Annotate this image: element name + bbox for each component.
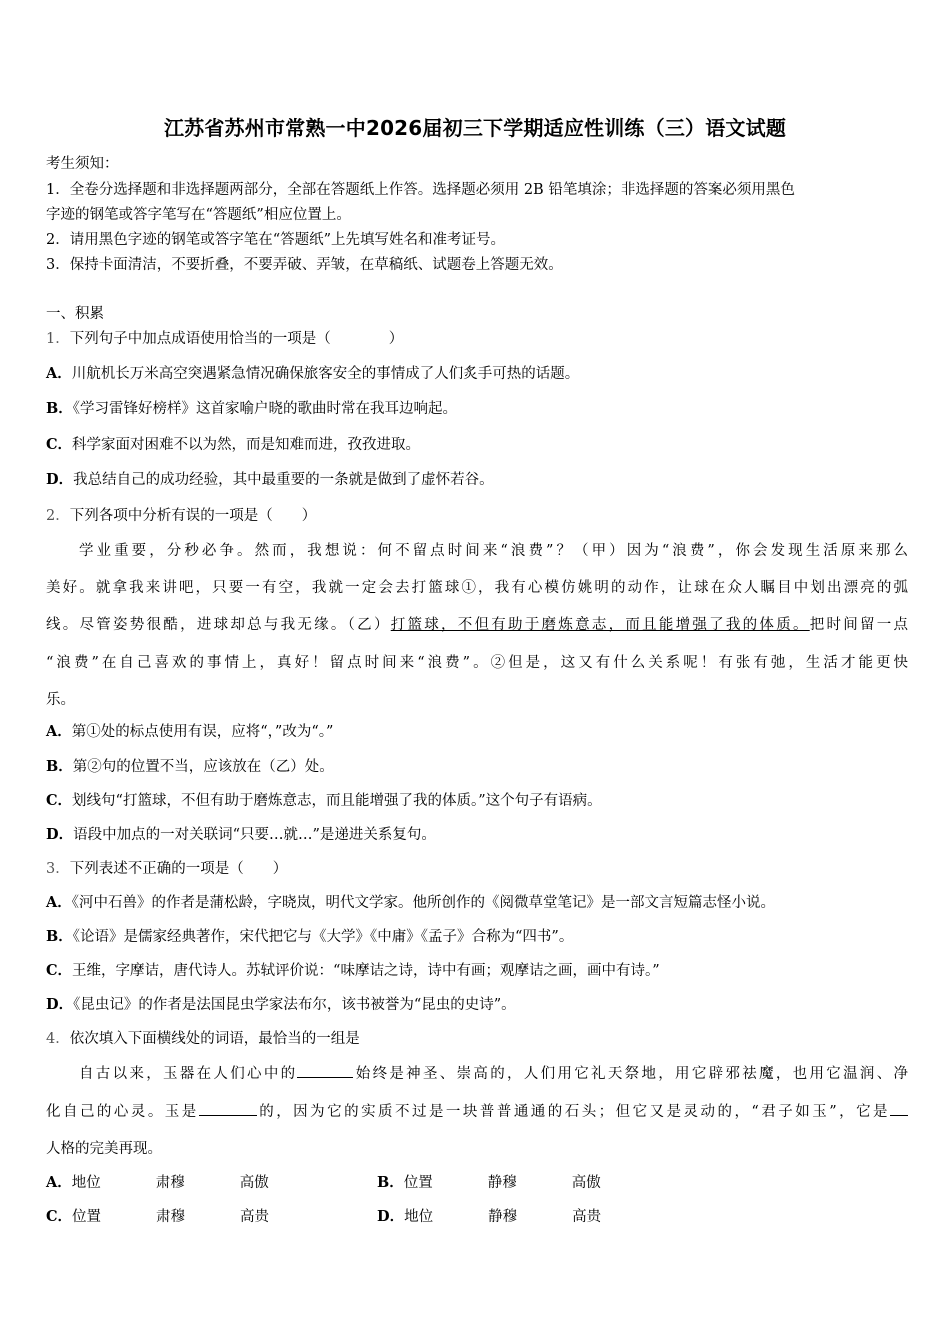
q1-option-d[interactable] xyxy=(46,468,494,489)
option-text: 《学习雷锋好榜样》这首家喻户晓的歌曲时常在我耳边响起。 xyxy=(72,401,458,417)
q2-option-b[interactable] xyxy=(46,755,334,776)
option-text: 科学家面对困难不以为然，而是知难而进，孜孜进取。 xyxy=(72,437,421,453)
q4-passage-line-2 xyxy=(46,1100,908,1121)
q2-option-d[interactable] xyxy=(46,823,436,844)
passage-text xyxy=(46,613,908,634)
option-label: D． xyxy=(46,826,74,843)
option-word: 静穆 xyxy=(488,1209,518,1225)
question-text: 依次填入下面横线处的词语，最恰当的一组是 xyxy=(69,1031,360,1047)
option-label: C． xyxy=(46,962,73,979)
option-word: 肃穆 xyxy=(155,1175,185,1191)
option-label: B． xyxy=(46,758,73,775)
option-word: 位置 xyxy=(403,1175,433,1191)
question-number: 2． xyxy=(46,508,70,524)
option-text: 王维，字摩诘，唐代诗人。苏轼评价说：“味摩诘之诗，诗中有画；观摩诘之画，画中有诗。” xyxy=(72,963,660,979)
option-label: D． xyxy=(46,996,74,1013)
question-2-stem xyxy=(46,504,316,525)
q4-option-c[interactable] xyxy=(46,1205,377,1226)
option-label: D． xyxy=(46,471,74,488)
option-label: A． xyxy=(46,894,72,911)
option-label: A． xyxy=(46,723,72,740)
q2-passage-line-2 xyxy=(46,576,908,597)
q3-option-b[interactable] xyxy=(46,925,573,946)
notice-item-1-line-1: 1．全卷分选择题和非选择题两部分，全部在答题纸上作答。选择题必须用 2B 铅笔填涂；非选择题的答案必须用黑色 xyxy=(46,182,795,198)
question-number: 3． xyxy=(46,861,70,877)
q4-option-b[interactable] xyxy=(377,1171,601,1192)
option-text: 语段中加点的一对关联词“只要…就…”是递进关系复句。 xyxy=(73,827,436,843)
option-label: A． xyxy=(46,1174,72,1191)
passage-segment: 始终是神圣、崇高的，人们用它礼天祭地，用它辟邪祛魔，也用它温润、净 xyxy=(353,1066,909,1082)
passage-text: 学业重要，分秒必争。然而，我想说：何不留点时间来“浪费”？（甲）因为“浪费”，你会发现生活原来那么 xyxy=(79,543,908,559)
question-4-stem xyxy=(46,1027,360,1048)
question-3-stem xyxy=(46,857,287,878)
option-label: B． xyxy=(377,1174,404,1191)
option-word: 地位 xyxy=(71,1175,101,1191)
option-label: A． xyxy=(46,365,72,382)
option-label: C． xyxy=(46,792,73,809)
option-text: 我总结自己的成功经验，其中最重要的一条就是做到了虚怀若谷。 xyxy=(73,472,494,488)
passage-segment: 自古以来，玉器在人们心中的 xyxy=(79,1066,298,1082)
fill-blank-2[interactable] xyxy=(199,1103,257,1116)
question-text: 下列表述不正确的一项是（ ） xyxy=(69,861,288,877)
q2-passage-line-5: 乐。 xyxy=(46,692,75,708)
q4-passage-line-3: 人格的完美再现。 xyxy=(46,1141,162,1157)
underlined-sentence: 打篮球，不但有助于磨炼意志，而且能增强了我的体质。 xyxy=(390,617,810,633)
q4-options-row-1 xyxy=(46,1171,601,1192)
option-text: 《论语》是儒家经典著作，宋代把它与《大学》《中庸》《孟子》合称为“四书”。 xyxy=(72,929,574,945)
option-label: C． xyxy=(46,436,73,453)
fill-blank-1[interactable] xyxy=(297,1065,353,1078)
option-word: 高傲 xyxy=(571,1175,601,1191)
option-word: 高傲 xyxy=(239,1175,269,1191)
option-word: 高贵 xyxy=(572,1209,602,1225)
q3-option-d[interactable] xyxy=(46,993,516,1014)
passage-text: 美好。就拿我来讲吧，只要一有空，我就一定会去打篮球①，我有心模仿姚明的动作，让球在众人瞩目中划出漂亮的弧 xyxy=(46,580,908,596)
option-text: 《河中石兽》的作者是蒲松龄，字晓岚，明代文学家。他所创作的《阅微草堂笔记》是一部文言短篇志怪小说。 xyxy=(71,895,776,911)
option-word: 静穆 xyxy=(487,1175,517,1191)
option-word: 位置 xyxy=(72,1209,102,1225)
q1-option-a[interactable] xyxy=(46,362,579,383)
question-number: 4． xyxy=(46,1031,70,1047)
option-label: C． xyxy=(46,1208,73,1225)
question-number: 1． xyxy=(46,331,70,347)
q4-option-a[interactable] xyxy=(46,1171,377,1192)
notice-item-3: 3．保持卡面清洁，不要折叠，不要弄破、弄皱，在草稿纸、试题卷上答题无效。 xyxy=(46,257,563,273)
passage-segment: 化自己的心灵。玉是 xyxy=(46,1104,199,1120)
option-text: 划线句“打篮球，不但有助于磨炼意志，而且能增强了我的体质。”这个句子有语病。 xyxy=(72,793,602,809)
q2-passage-line-3 xyxy=(46,613,908,634)
passage-text xyxy=(79,1062,908,1083)
q4-option-d[interactable] xyxy=(377,1205,601,1226)
option-word: 地位 xyxy=(404,1209,434,1225)
passage-segment: 把时间留一点 xyxy=(809,617,909,633)
passage-segment: 线。尽管姿势很酷，进球却总与我无缘。（乙） xyxy=(46,617,391,633)
option-label: D． xyxy=(377,1208,405,1225)
option-text: 川航机长万米高空突遇紧急情况确保旅客安全的事情成了人们炙手可热的话题。 xyxy=(71,366,580,382)
q4-passage-line-1 xyxy=(46,1062,908,1083)
question-1-stem xyxy=(46,327,403,348)
question-text: 下列句子中加点成语使用恰当的一项是（ ） xyxy=(69,331,404,347)
q2-passage-line-4 xyxy=(46,651,908,672)
option-word: 高贵 xyxy=(240,1209,270,1225)
option-word: 肃穆 xyxy=(156,1209,186,1225)
option-text: 第①处的标点使用有误，应将“，”改为“。” xyxy=(71,724,334,740)
option-label: B． xyxy=(46,928,73,945)
q2-passage-line-1 xyxy=(46,539,908,560)
q2-option-c[interactable] xyxy=(46,789,602,810)
q2-option-a[interactable] xyxy=(46,720,333,741)
option-text: 第②句的位置不当，应该放在（乙）处。 xyxy=(72,759,334,775)
q1-option-b[interactable] xyxy=(46,397,457,418)
notice-item-1-line-2: 字迹的钢笔或答字笔写在“答题纸”相应位置上。 xyxy=(46,207,351,223)
section-heading: 一、积累 xyxy=(46,306,104,322)
fill-blank-3[interactable] xyxy=(890,1103,908,1116)
page-title: 江苏省苏州市常熟一中2026届初三下学期适应性训练（三）语文试题 xyxy=(163,116,787,140)
q3-option-a[interactable] xyxy=(46,891,775,912)
option-label: B． xyxy=(46,400,73,417)
passage-segment: 的，因为它的实质不过是一块普普通通的石头；但它又是灵动的，“君子如玉”，它是 xyxy=(256,1104,891,1120)
q1-option-c[interactable] xyxy=(46,433,420,454)
passage-text: “浪费”在自己喜欢的事情上，真好！留点时间来“浪费”。②但是，这又有什么关系呢！有张有弛，生活才能更快 xyxy=(46,655,908,671)
passage-text xyxy=(46,1100,908,1121)
question-text: 下列各项中分析有误的一项是（ ） xyxy=(69,508,317,524)
option-text: 《昆虫记》的作者是法国昆虫学家法布尔，该书被誉为“昆虫的史诗”。 xyxy=(73,997,516,1013)
q3-option-c[interactable] xyxy=(46,959,660,980)
q4-options-row-2 xyxy=(46,1205,601,1226)
notice-item-2: 2．请用黑色字迹的钢笔或答字笔在“答题纸”上先填写姓名和准考证号。 xyxy=(46,232,506,248)
notice-heading: 考生须知： xyxy=(46,156,119,172)
